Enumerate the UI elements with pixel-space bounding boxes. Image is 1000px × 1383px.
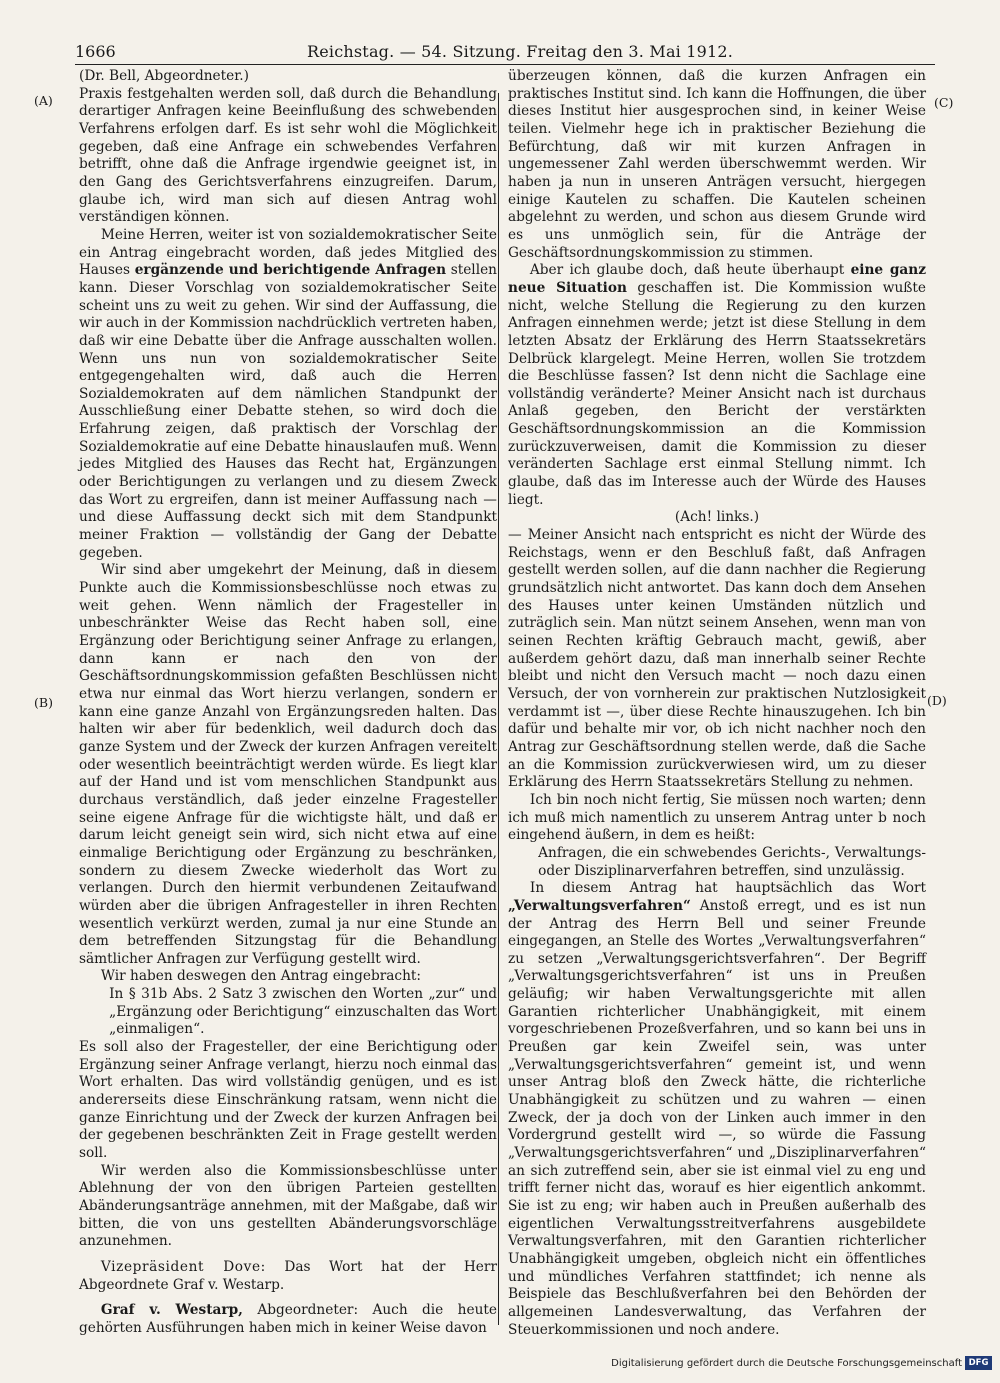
bold-phrase: ergänzende und berichtigende Anfragen [134, 262, 447, 279]
margin-marker-d: (D) [927, 693, 947, 708]
interjection: (Ach! links.) [674, 509, 760, 526]
bold-phrase: eine ganz neue Situation [508, 262, 926, 296]
running-title: Reichstag. — 54. Sitzung. Freitag den 3. Mai 1912. [307, 42, 734, 61]
paragraph: Meine Herren, weiter ist von sozialdemokratischer Seite ein Antrag eingebracht worden, daß jedes Mitglied des Hauses ergänzende und berichtigende Anfragen stellen kann. Dieser Vorschlag von sozialdemokratischer Seite scheint uns zu weit zu gehen. Wir sind der Auffassung, die wir auch in der Kommission nachdrücklich vertreten haben, daß wir eine Debatte über die Anfrage ausschalten wollen. Wenn uns nun von sozialdemokratischer Seite entgegengehalten wird, daß auch die Herren Sozialdemokraten auf dem nämlichen Standpunkt der Ausschließung einer Debatte stehen, so wird doch die Erfahrung zeigen, daß praktisch der Vorschlag der Sozialdemokratie auf eine Debatte hinauslaufen muß. Wenn jedes Mitglied des Hauses das Recht hat, Ergänzungen oder Berichtigungen zu verlangen und zu diesem Zweck das Wort zu ergreifen, dann ist meiner Auffassung nach — und diese Auffassung deckt sich mit dem Standpunkt meiner Fraktion — vollständig der Gang der Debatte gegeben. [79, 226, 497, 561]
bold-phrase: „Verwaltungsverfahren“ [508, 897, 691, 914]
funding-note: Digitalisierung gefördert durch die Deutsche Forschungsgemeinschaft [611, 1358, 962, 1369]
header-rule [75, 64, 935, 65]
footer [0, 1356, 1000, 1376]
paragraph: Vizepräsident Dove: Das Wort hat der Herr Abgeordnete Graf v. Westarp. [79, 1258, 497, 1293]
paragraph: Wir werden also die Kommissionsbeschlüsse unter Ablehnung der von den übrigen Parteien gestellten Abänderungsanträge annehmen, mit der Maßgabe, daß wir bitten, die von uns gestellten Abänderungsvorschläge anzunehmen. [79, 1162, 497, 1250]
column-divider [498, 93, 499, 1325]
paragraph: überzeugen können, daß die kurzen Anfragen ein praktisches Institut sind. Ich kann die Hoffnungen, die über dieses Institut hier ausgesprochen sind, in keiner Weise teilen. Vielmehr hege ich in praktischer Beziehung die Befürchtung, daß wir mit kurzen Anfragen in ungemessener Zahl werden überschwemmt werden. Wir haben ja nun in unseren Anträgen versucht, hiergegen einige Kautelen zu schaffen. Die Kautelen scheinen abgelehnt zu werden, und schon aus diesem Grunde wird es uns unmöglich sein, für die Anträge der Geschäftsordnungskommission zu stimmen. [508, 68, 926, 261]
paragraph: Aber ich glaube doch, daß heute überhaupt eine ganz neue Situation geschaffen ist. Die Kommission wußte nicht, welche Stellung die Regierung zu den kurzen Anfragen einnehmen werde; jetzt ist diese Stellung in dem letzten Absatz der Erklärung des Herrn Staatssekretärs Delbrück klargelegt. Meine Herren, wollen Sie trotzdem die Beschlüsse fassen? Ist denn nicht die Sachlage eine vollständig veränderte? Meiner Ansicht nach ist durchaus Anlaß gegeben, den Bericht der verstärkten Geschäftsordnungskommission an die Kommission zurückzuverweisen, damit die Kommission zu dieser veränderten Sachlage erst einmal Stellung nimmt. Ich glaube, daß das im Interesse auch der Würde des Hauses liegt. [508, 262, 927, 508]
dfg-logo: DFG [965, 1356, 992, 1370]
paragraph: Praxis festgehalten werden soll, daß durch die Behandlung derartiger Anfragen keine Beeinflußung des schwebenden Verfahrens erfolgen darf. Es ist sehr wohl die Möglichkeit gegeben, daß eine Anfrage ein schwebendes Verfahren betrifft, ohne daß die Anfrage irgendwie geeignet ist, in den Gang des Gerichtsverfahrens einzugreifen. Darum, glaube ich, wird man sich auf diesen Antrag wohl verständigen können. [79, 85, 497, 226]
paragraph: Wir haben deswegen den Antrag eingebracht: [100, 968, 421, 985]
margin-marker-a: (A) [34, 93, 53, 108]
speaker-note: (Dr. Bell, Abgeordneter.) [79, 68, 249, 84]
speaker-name: Graf v. Westarp, [100, 1302, 243, 1319]
paragraph: Graf v. Westarp, Abgeordneter: Auch die heute gehörten Ausführungen haben mich in keiner Weise davon [79, 1302, 498, 1336]
paragraph: In diesem Antrag hat hauptsächlich das Wort „Verwaltungsverfahren“ Anstoß erregt, und es ist nun der Antrag des Herrn Bell und seiner Freunde eingegangen, an Stelle des Wortes „Verwaltungsverfahren“ zu setzen „Verwaltungsgerichtsverfahren“. Der Begriff „Verwaltungsgerichtsverfahren“ ist uns in Preußen geläufig; wir haben Verwaltungsgerichte mit allen Garantien richterlicher Unabhängigkeit, mit einem vorgeschriebenen Prozeßverfahren, und so kann bei uns in Preußen gar kein Zweifel sein, was unter „Verwaltungsgerichtsverfahren“ gemeint ist, und wenn unser Antrag bloß den Zweck hätte, die richterliche Unabhängigkeit zu schützen und zu wahren — einen Zweck, der ja doch von der Linken auch immer in den Vordergrund gestellt wird —, so würde die Fassung „Verwaltungsgerichtsverfahren“ und „Disziplinarverfahren“ an sich zutreffend sein, aber sie ist einmal viel zu eng und trifft ferner nicht das, worauf es hier eigentlich ankommt. Sie ist zu eng; wir haben auch in Preußen außerhalb des eigentlichen Verwaltungsstreitverfahrens ausgebildete Verwaltungsverfahren, mit den Garantien richterlicher Unabhängigkeit umgeben, obgleich nicht ein öffentliches und mündliches Verfahren stattfindet; ich nenne als Beispiele das Beschlußverfahren bei den Behörden der allgemeinen Landesverwaltung, das Verfahren der Steuerkommissionen und noch andere. [508, 880, 926, 1338]
paragraph: Es soll also der Fragesteller, der eine Berichtigung oder Ergänzung seiner Anfrage verlangt, hierzu noch einmal das Wort erhalten. Das wird vollständig genügen, und es ist andererseits diese Einschränkung ratsam, wenn nicht die ganze Einrichtung und der Zweck der kurzen Anfragen bei der gegebenen beschränkten Zeit in Frage gestellt werden soll. [79, 1039, 497, 1162]
paragraph: — Meiner Ansicht nach entspricht es nicht der Würde des Reichstags, wenn er den Beschluß faßt, daß Anfragen gestellt werden sollen, auf die dann nachher die Regierung grundsätzlich nicht antwortet. Das kann doch dem Ansehen des Hauses unter keinen Umständen nützlich und zuträglich sein. Man nützt seinem Ansehen, wenn man von seinen Rechten kräftig Gebrauch macht, gewiß, aber außerdem gehört dazu, daß man innerhalb seiner Rechte bleibt und nicht den Versuch macht — noch dazu einen Versuch, der von vornherein zur praktischen Nutzlosigkeit verdammt ist —, über diese Rechte hinauszugehen. Ich bin dafür und behalte mir vor, ob ich nicht nachher noch den Antrag zur Geschäftsordnung stellen werde, daß die Sache an die Kommission zurückverwiesen wird, um zu dieser Erklärung des Herrn Staatssekretärs Stellung zu nehmen. [508, 527, 926, 791]
margin-marker-b: (B) [34, 695, 53, 710]
block-quote: In § 31b Abs. 2 Satz 3 zwischen den Worten „zur“ und „Ergänzung oder Berichtigung“ einzuschalten das Wort „einmaligen“. [109, 986, 497, 1038]
block-quote: Anfragen, die ein schwebendes Gerichts-, Verwaltungs- oder Disziplinarverfahren betreffen, sind unzulässig. [538, 844, 926, 879]
speaker-name: Vizepräsident Dove: [100, 1258, 266, 1275]
page-header [75, 42, 935, 64]
paragraph: Wir sind aber umgekehrt der Meinung, daß in diesem Punkte auch die Kommissionsbeschlüsse noch etwas zu weit gehen. Wenn nämlich der Fragesteller in unbeschränkter Weise das Recht haben soll, eine Ergänzung oder Berichtigung seiner Anfrage zu erlangen, dann kann er nach den von der Geschäftsordnungskommission gefaßten Beschlüssen nicht etwa nur einmal das Wort hierzu verlangen, sondern er kann eine ganze Anzahl von Ergänzungsreden halten. Das halten wir aber für bedenklich, weil dadurch doch das ganze System und der Zweck der kurzen Anfragen vereitelt oder wesentlich beeinträchtigt werden würde. Es liegt klar auf der Hand und ist vom menschlichen Standpunkt aus durchaus verständlich, daß jeder einzelne Fragesteller seine eigene Anfrage für die wichtigste hält, und daß er darum leicht geneigt sein wird, sich nicht etwa auf eine einmalige Berichtigung oder Ergänzung zu beschränken, sondern zu diesem Zwecke wiederholt das Wort zu verlangen. Durch den hiermit verbundenen Zeitaufwand würden aber die übrigen Anfragesteller in ihren Rechten wesentlich verkürzt werden, zumal ja nur eine Stunde an dem betreffenden Sitzungstag für die Behandlung sämtlicher Anfragen zur Verfügung gestellt wird. [79, 562, 497, 967]
paragraph: Ich bin noch nicht fertig, Sie müssen noch warten; denn ich muß mich namentlich zu unserem Antrag unter b noch eingehend äußern, in dem es heißt: [508, 791, 926, 844]
right-column [508, 68, 926, 1339]
left-column [79, 68, 497, 1338]
page-number: 1666 [75, 42, 116, 61]
margin-marker-c: (C) [934, 95, 954, 110]
